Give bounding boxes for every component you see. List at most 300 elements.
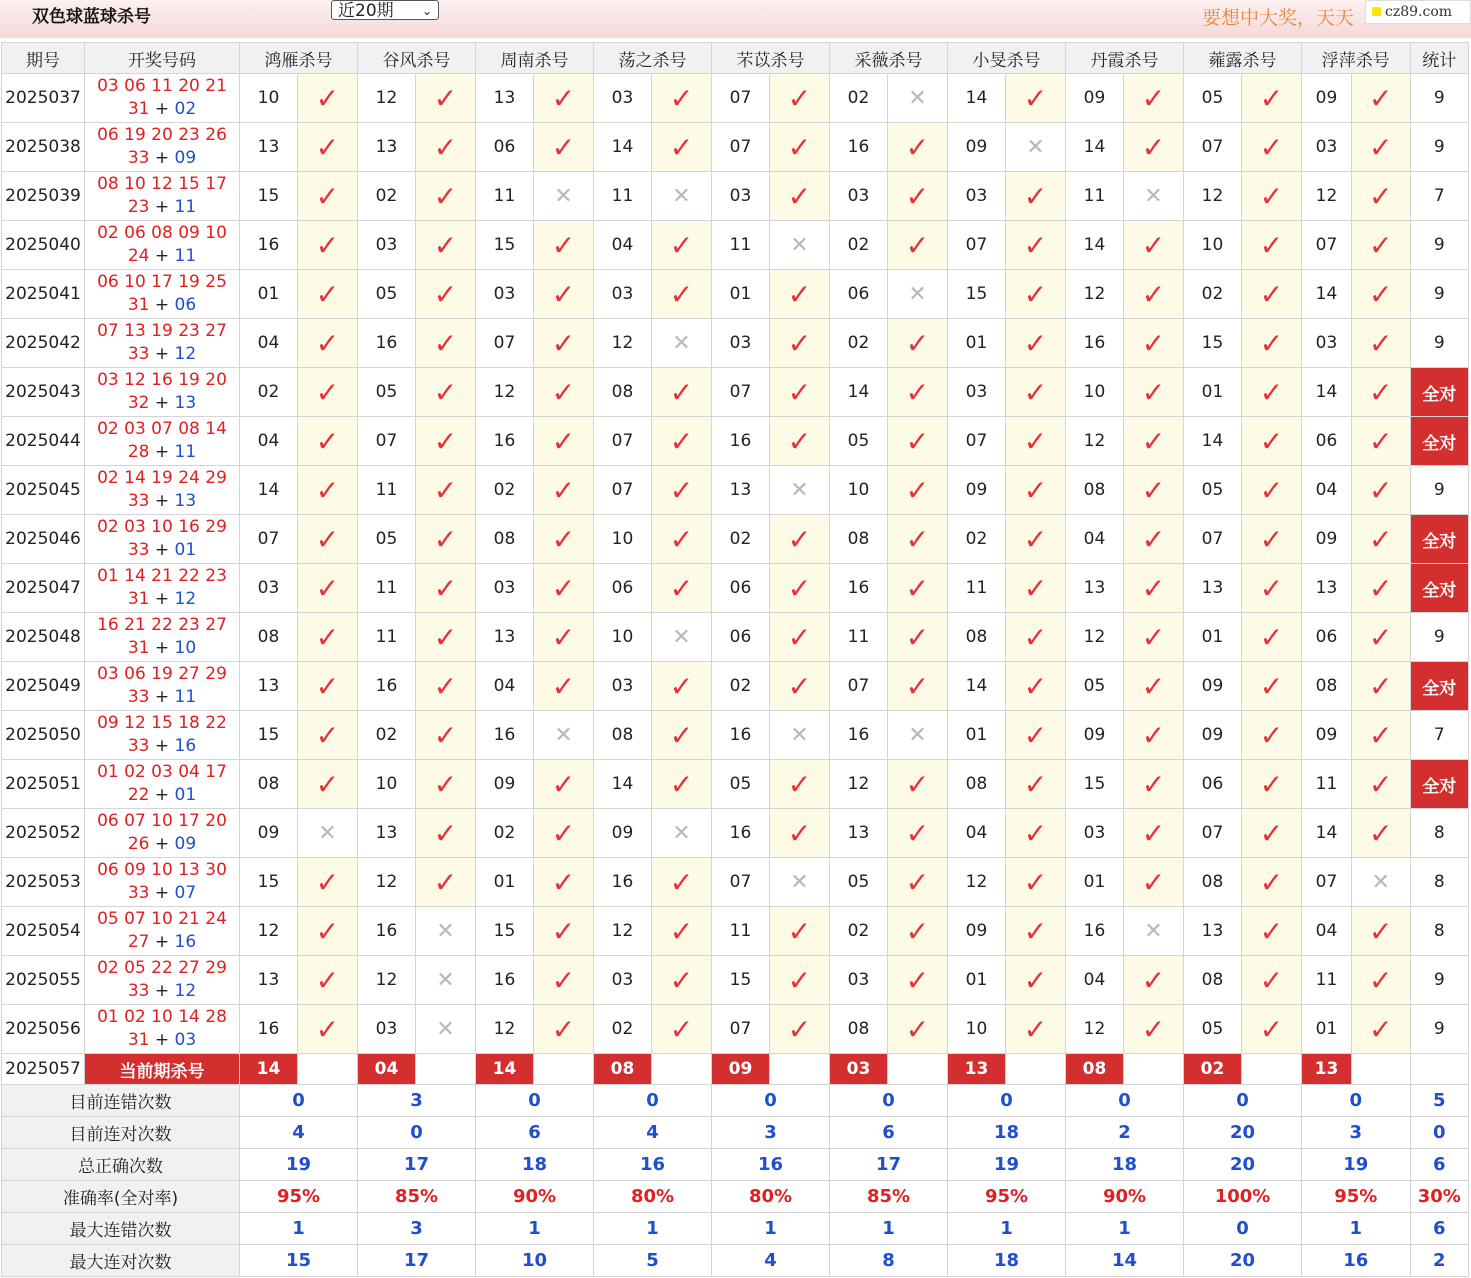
column-header[interactable]: 期号 [2, 43, 85, 74]
kill-number-cell: 03 [476, 270, 534, 319]
stat-value: 90% [476, 1181, 594, 1213]
stat-value: 0 [1066, 1085, 1184, 1117]
cross-icon: ✕ [1371, 869, 1390, 895]
full-correct-badge: 全对 [1410, 368, 1469, 417]
check-icon: ✓ [1259, 865, 1284, 899]
plus-sign: + [149, 785, 175, 805]
result-correct-cell [652, 956, 712, 1005]
check-icon: ✓ [433, 424, 458, 458]
issue-cell: 2025042 [2, 319, 85, 368]
stat-value: 2 [1066, 1117, 1184, 1149]
kill-number-cell: 03 [594, 662, 652, 711]
stat-value: 1 [594, 1213, 712, 1245]
result-correct-cell [1242, 613, 1302, 662]
stat-cell: 7 [1410, 711, 1469, 760]
result-correct-cell [1352, 564, 1411, 613]
kill-number-cell: 07 [1302, 221, 1352, 270]
blue-ball: 07 [174, 883, 197, 903]
result-correct-cell [770, 1005, 830, 1054]
issue-cell: 2025050 [2, 711, 85, 760]
kill-number-cell: 03 [830, 172, 888, 221]
kill-number-cell: 03 [476, 564, 534, 613]
red-balls-line2: 26 [127, 834, 150, 854]
full-correct-badge: 全对 [1410, 760, 1469, 809]
check-icon: ✓ [551, 865, 576, 899]
result-correct-cell [298, 1005, 358, 1054]
kill-number-cell: 09 [1066, 74, 1124, 123]
blue-ball: 13 [174, 393, 197, 413]
table-row [2, 662, 1469, 711]
kill-number-cell: 11 [1302, 760, 1352, 809]
check-icon: ✓ [1259, 375, 1284, 409]
check-icon: ✓ [905, 620, 930, 654]
kill-number-cell: 02 [240, 368, 298, 417]
check-icon: ✓ [669, 865, 694, 899]
current-empty-cell [888, 1054, 948, 1085]
kill-number-cell: 09 [1184, 662, 1242, 711]
stat-value: 20 [1184, 1245, 1302, 1277]
stat-cell: 9 [1410, 270, 1469, 319]
kill-number-cell: 06 [476, 123, 534, 172]
result-correct-cell [416, 613, 476, 662]
column-header[interactable]: 统计 [1410, 43, 1469, 74]
plus-sign: + [149, 344, 175, 364]
result-correct-cell [1124, 74, 1184, 123]
kill-number-cell: 07 [1184, 515, 1242, 564]
check-icon: ✓ [433, 130, 458, 164]
result-correct-cell [1006, 74, 1066, 123]
period-select[interactable] [331, 0, 439, 20]
draw-numbers-cell [85, 515, 240, 564]
kill-number-cell: 13 [712, 466, 770, 515]
check-icon: ✓ [1141, 718, 1166, 752]
table-row [2, 172, 1469, 221]
logo-text: cz89.com [1385, 4, 1453, 20]
column-header[interactable]: 荡之杀号 [594, 43, 712, 74]
kill-number-cell: 07 [358, 417, 416, 466]
result-correct-cell [1006, 711, 1066, 760]
kill-number-cell: 02 [830, 221, 888, 270]
table-row [2, 368, 1469, 417]
kill-number-cell: 13 [1302, 564, 1352, 613]
blue-ball: 10 [174, 638, 197, 658]
result-correct-cell [1352, 711, 1411, 760]
check-icon: ✓ [1141, 620, 1166, 654]
check-icon: ✓ [669, 718, 694, 752]
result-wrong-cell [652, 319, 712, 368]
kill-number-cell: 09 [948, 123, 1006, 172]
draw-numbers-cell [85, 809, 240, 858]
result-correct-cell [1242, 907, 1302, 956]
kill-number-cell: 07 [240, 515, 298, 564]
kill-number-cell: 03 [1302, 123, 1352, 172]
column-header[interactable]: 芣苡杀号 [712, 43, 830, 74]
check-icon: ✓ [315, 718, 340, 752]
result-correct-cell [416, 662, 476, 711]
check-icon: ✓ [1141, 228, 1166, 262]
kill-number-cell: 12 [948, 858, 1006, 907]
check-icon: ✓ [551, 914, 576, 948]
check-icon: ✓ [551, 130, 576, 164]
cross-icon: ✕ [672, 183, 691, 209]
stat-cell: 9 [1410, 1005, 1469, 1054]
result-correct-cell [416, 564, 476, 613]
check-icon: ✓ [433, 179, 458, 213]
blue-ball: 16 [174, 736, 197, 756]
current-empty-cell [1006, 1054, 1066, 1085]
stat-value: 95% [1302, 1181, 1411, 1213]
result-correct-cell [1124, 319, 1184, 368]
result-correct-cell [1242, 1005, 1302, 1054]
kill-number-cell: 14 [1066, 123, 1124, 172]
check-icon: ✓ [1023, 865, 1048, 899]
kill-number-cell: 15 [712, 956, 770, 1005]
result-correct-cell [1352, 956, 1411, 1005]
kill-number-cell: 08 [594, 711, 652, 760]
stat-cell: 8 [1410, 858, 1469, 907]
kill-number-cell: 16 [712, 809, 770, 858]
result-correct-cell [652, 466, 712, 515]
kill-number-cell: 14 [830, 368, 888, 417]
slogan-text: 要想中大奖，天天 [1202, 7, 1355, 29]
red-balls-line2: 31 [127, 638, 150, 658]
issue-cell: 2025051 [2, 760, 85, 809]
check-icon: ✓ [905, 767, 930, 801]
check-icon: ✓ [1023, 326, 1048, 360]
kill-number-cell: 11 [830, 613, 888, 662]
kill-number-cell: 07 [712, 74, 770, 123]
check-icon: ✓ [669, 522, 694, 556]
column-header[interactable]: 周南杀号 [476, 43, 594, 74]
result-correct-cell [652, 564, 712, 613]
column-header[interactable]: 丹霞杀号 [1066, 43, 1184, 74]
kill-number-cell: 10 [358, 760, 416, 809]
kill-number-cell: 03 [240, 564, 298, 613]
draw-numbers-cell [85, 417, 240, 466]
stat-cell: 9 [1410, 613, 1469, 662]
check-icon: ✓ [1023, 571, 1048, 605]
result-correct-cell [770, 270, 830, 319]
kill-number-cell: 08 [594, 368, 652, 417]
result-wrong-cell [1352, 858, 1411, 907]
result-correct-cell [416, 760, 476, 809]
result-correct-cell [888, 809, 948, 858]
red-balls-line1: 02 14 19 24 29 [97, 468, 227, 488]
table-row [2, 760, 1469, 809]
current-issue-cell: 2025057 [2, 1054, 85, 1085]
stat-value: 20 [1184, 1149, 1302, 1181]
kill-number-cell: 05 [1184, 74, 1242, 123]
kill-number-cell: 04 [1302, 907, 1352, 956]
kill-number-cell: 13 [1066, 564, 1124, 613]
check-icon: ✓ [787, 277, 812, 311]
kill-number-cell: 05 [1184, 466, 1242, 515]
stat-value: 18 [476, 1149, 594, 1181]
result-correct-cell [416, 172, 476, 221]
issue-cell: 2025055 [2, 956, 85, 1005]
check-icon: ✓ [551, 81, 576, 115]
issue-cell: 2025038 [2, 123, 85, 172]
result-wrong-cell [770, 221, 830, 270]
check-icon: ✓ [315, 620, 340, 654]
kill-number-cell: 16 [476, 417, 534, 466]
result-correct-cell [652, 74, 712, 123]
stat-value: 18 [948, 1117, 1066, 1149]
issue-cell: 2025047 [2, 564, 85, 613]
blue-ball: 09 [174, 148, 197, 168]
stat-value: 16 [594, 1149, 712, 1181]
check-icon: ✓ [1023, 963, 1048, 997]
result-correct-cell [1242, 662, 1302, 711]
column-header[interactable]: 采薇杀号 [830, 43, 948, 74]
stat-value: 0 [594, 1085, 712, 1117]
column-header[interactable]: 浮萍杀号 [1302, 43, 1411, 74]
issue-cell: 2025040 [2, 221, 85, 270]
stat-value: 1 [1066, 1213, 1184, 1245]
stat-cell: 9 [1410, 74, 1469, 123]
kill-number-cell: 12 [1066, 613, 1124, 662]
result-correct-cell [1006, 515, 1066, 564]
check-icon: ✓ [787, 326, 812, 360]
kill-number-cell: 08 [1184, 858, 1242, 907]
plus-sign: + [149, 932, 175, 952]
check-icon: ✓ [1369, 620, 1393, 654]
result-correct-cell [1352, 74, 1411, 123]
check-icon: ✓ [433, 81, 458, 115]
red-balls-line1: 03 06 19 27 29 [97, 664, 227, 684]
check-icon: ✓ [905, 1012, 930, 1046]
check-icon: ✓ [787, 571, 812, 605]
check-icon: ✓ [905, 865, 930, 899]
result-correct-cell [652, 221, 712, 270]
check-icon: ✓ [1141, 963, 1166, 997]
current-empty-cell [1124, 1054, 1184, 1085]
kill-number-cell: 13 [476, 74, 534, 123]
red-balls-line2: 33 [127, 687, 150, 707]
check-icon: ✓ [433, 571, 458, 605]
check-icon: ✓ [1141, 1012, 1166, 1046]
result-wrong-cell [416, 1005, 476, 1054]
kill-number-cell: 08 [948, 613, 1006, 662]
red-balls-line1: 01 02 10 14 28 [97, 1007, 227, 1027]
result-correct-cell [1124, 466, 1184, 515]
table-row [2, 858, 1469, 907]
kill-number-cell: 07 [712, 1005, 770, 1054]
check-icon: ✓ [1369, 228, 1393, 262]
kill-number-cell: 06 [830, 270, 888, 319]
kill-number-cell: 11 [1302, 956, 1352, 1005]
kill-number-cell: 03 [712, 319, 770, 368]
kill-number-cell: 05 [358, 515, 416, 564]
kill-number-cell: 13 [358, 123, 416, 172]
result-correct-cell [1006, 270, 1066, 319]
result-correct-cell [1124, 760, 1184, 809]
check-icon: ✓ [315, 228, 340, 262]
result-wrong-cell [416, 956, 476, 1005]
result-correct-cell [1124, 368, 1184, 417]
kill-number-cell: 16 [476, 956, 534, 1005]
check-icon: ✓ [1141, 473, 1166, 507]
result-correct-cell [534, 956, 594, 1005]
check-icon: ✓ [669, 669, 694, 703]
column-header[interactable]: 鸿雁杀号 [240, 43, 358, 74]
result-correct-cell [298, 956, 358, 1005]
stat-value: 100% [1184, 1181, 1302, 1213]
blue-ball: 01 [174, 540, 197, 560]
cross-icon: ✕ [908, 85, 927, 111]
kill-number-cell: 05 [830, 417, 888, 466]
table-row [2, 1005, 1469, 1054]
result-correct-cell [1352, 368, 1411, 417]
kill-number-cell: 03 [594, 74, 652, 123]
check-icon: ✓ [551, 277, 576, 311]
kill-number-cell: 13 [240, 662, 298, 711]
result-correct-cell [1124, 270, 1184, 319]
result-correct-cell [1352, 123, 1411, 172]
column-header[interactable]: 蕹露杀号 [1184, 43, 1302, 74]
stat-row [2, 1117, 1469, 1149]
result-correct-cell [416, 858, 476, 907]
result-correct-cell [1006, 319, 1066, 368]
issue-cell: 2025056 [2, 1005, 85, 1054]
column-header[interactable]: 开奖号码 [85, 43, 240, 74]
kill-number-cell: 07 [712, 858, 770, 907]
result-correct-cell [1006, 613, 1066, 662]
plus-sign: + [149, 442, 175, 462]
stat-value: 19 [1302, 1149, 1411, 1181]
stat-row [2, 1213, 1469, 1245]
cross-icon: ✕ [436, 967, 455, 993]
kill-number-cell: 02 [830, 319, 888, 368]
result-correct-cell [770, 613, 830, 662]
check-icon: ✓ [787, 130, 812, 164]
kill-number-cell: 12 [476, 368, 534, 417]
kill-number-cell: 15 [948, 270, 1006, 319]
current-empty-cell [770, 1054, 830, 1085]
check-icon: ✓ [1023, 767, 1048, 801]
check-icon: ✓ [905, 522, 930, 556]
blue-ball: 12 [174, 981, 197, 1001]
stat-cell: 9 [1410, 221, 1469, 270]
stat-cell: 9 [1410, 123, 1469, 172]
kill-number-cell: 12 [594, 319, 652, 368]
kill-number-cell: 07 [1184, 809, 1242, 858]
header-row [2, 43, 1469, 74]
check-icon: ✓ [1259, 816, 1284, 850]
result-wrong-cell [888, 711, 948, 760]
stat-value: 6 [476, 1117, 594, 1149]
check-icon: ✓ [433, 473, 458, 507]
result-wrong-cell [1124, 907, 1184, 956]
check-icon: ✓ [1259, 669, 1284, 703]
site-logo[interactable] [1365, 0, 1471, 24]
red-balls-line1: 02 03 07 08 14 [97, 419, 227, 439]
result-correct-cell [298, 858, 358, 907]
check-icon: ✓ [1259, 130, 1284, 164]
full-correct-badge: 全对 [1410, 417, 1469, 466]
red-balls-line1: 06 19 20 23 26 [97, 125, 227, 145]
check-icon: ✓ [669, 424, 694, 458]
plus-sign: + [149, 687, 175, 707]
check-icon: ✓ [669, 130, 694, 164]
stat-value: 4 [594, 1117, 712, 1149]
result-correct-cell [770, 319, 830, 368]
kill-number-cell: 09 [1302, 74, 1352, 123]
plus-sign: + [149, 246, 175, 266]
kill-number-cell: 01 [948, 956, 1006, 1005]
kill-number-cell: 07 [594, 417, 652, 466]
column-header[interactable]: 谷风杀号 [358, 43, 476, 74]
check-icon: ✓ [1023, 1012, 1048, 1046]
stat-value: 4 [240, 1117, 358, 1149]
check-icon: ✓ [787, 81, 812, 115]
kill-number-cell: 03 [1066, 809, 1124, 858]
result-correct-cell [534, 907, 594, 956]
kill-number-cell: 05 [712, 760, 770, 809]
stat-value: 80% [594, 1181, 712, 1213]
kill-number-cell: 07 [1302, 858, 1352, 907]
stat-label: 最大连错次数 [2, 1213, 240, 1245]
draw-numbers-cell [85, 1005, 240, 1054]
plus-sign: + [149, 99, 175, 119]
stat-row [2, 1245, 1469, 1277]
result-correct-cell [534, 515, 594, 564]
result-correct-cell [534, 1005, 594, 1054]
result-correct-cell [770, 123, 830, 172]
kill-number-cell: 10 [594, 515, 652, 564]
kill-number-table [1, 42, 1469, 1277]
stat-value: 0 [948, 1085, 1066, 1117]
check-icon: ✓ [787, 669, 812, 703]
red-balls-line1: 09 12 15 18 22 [97, 713, 227, 733]
draw-numbers-cell [85, 907, 240, 956]
check-icon: ✓ [669, 963, 694, 997]
column-header[interactable]: 小旻杀号 [948, 43, 1066, 74]
red-balls-line2: 33 [127, 148, 150, 168]
check-icon: ✓ [669, 81, 694, 115]
stat-value: 15 [240, 1245, 358, 1277]
kill-number-cell: 04 [948, 809, 1006, 858]
kill-number-cell: 05 [830, 858, 888, 907]
result-correct-cell [1352, 809, 1411, 858]
kill-number-cell: 01 [948, 711, 1006, 760]
kill-number-cell: 08 [830, 1005, 888, 1054]
check-icon: ✓ [315, 865, 340, 899]
kill-number-cell: 02 [948, 515, 1006, 564]
check-icon: ✓ [1259, 326, 1284, 360]
plus-sign: + [149, 197, 175, 217]
check-icon: ✓ [669, 571, 694, 605]
check-icon: ✓ [1259, 620, 1284, 654]
check-icon: ✓ [1259, 571, 1284, 605]
issue-cell: 2025053 [2, 858, 85, 907]
cross-icon: ✕ [1026, 134, 1045, 160]
red-balls-line2: 31 [127, 1030, 150, 1050]
kill-number-cell: 02 [476, 466, 534, 515]
plus-sign: + [149, 1030, 175, 1050]
check-icon: ✓ [669, 277, 694, 311]
result-correct-cell [888, 662, 948, 711]
result-correct-cell [534, 74, 594, 123]
cross-icon: ✕ [790, 722, 809, 748]
check-icon: ✓ [1369, 473, 1393, 507]
stat-value: 1 [1302, 1213, 1411, 1245]
kill-number-cell: 13 [240, 956, 298, 1005]
kill-number-cell: 12 [358, 956, 416, 1005]
red-balls-line1: 01 02 03 04 17 [97, 762, 227, 782]
current-kill-number: 09 [712, 1054, 770, 1085]
stat-value: 85% [830, 1181, 948, 1213]
